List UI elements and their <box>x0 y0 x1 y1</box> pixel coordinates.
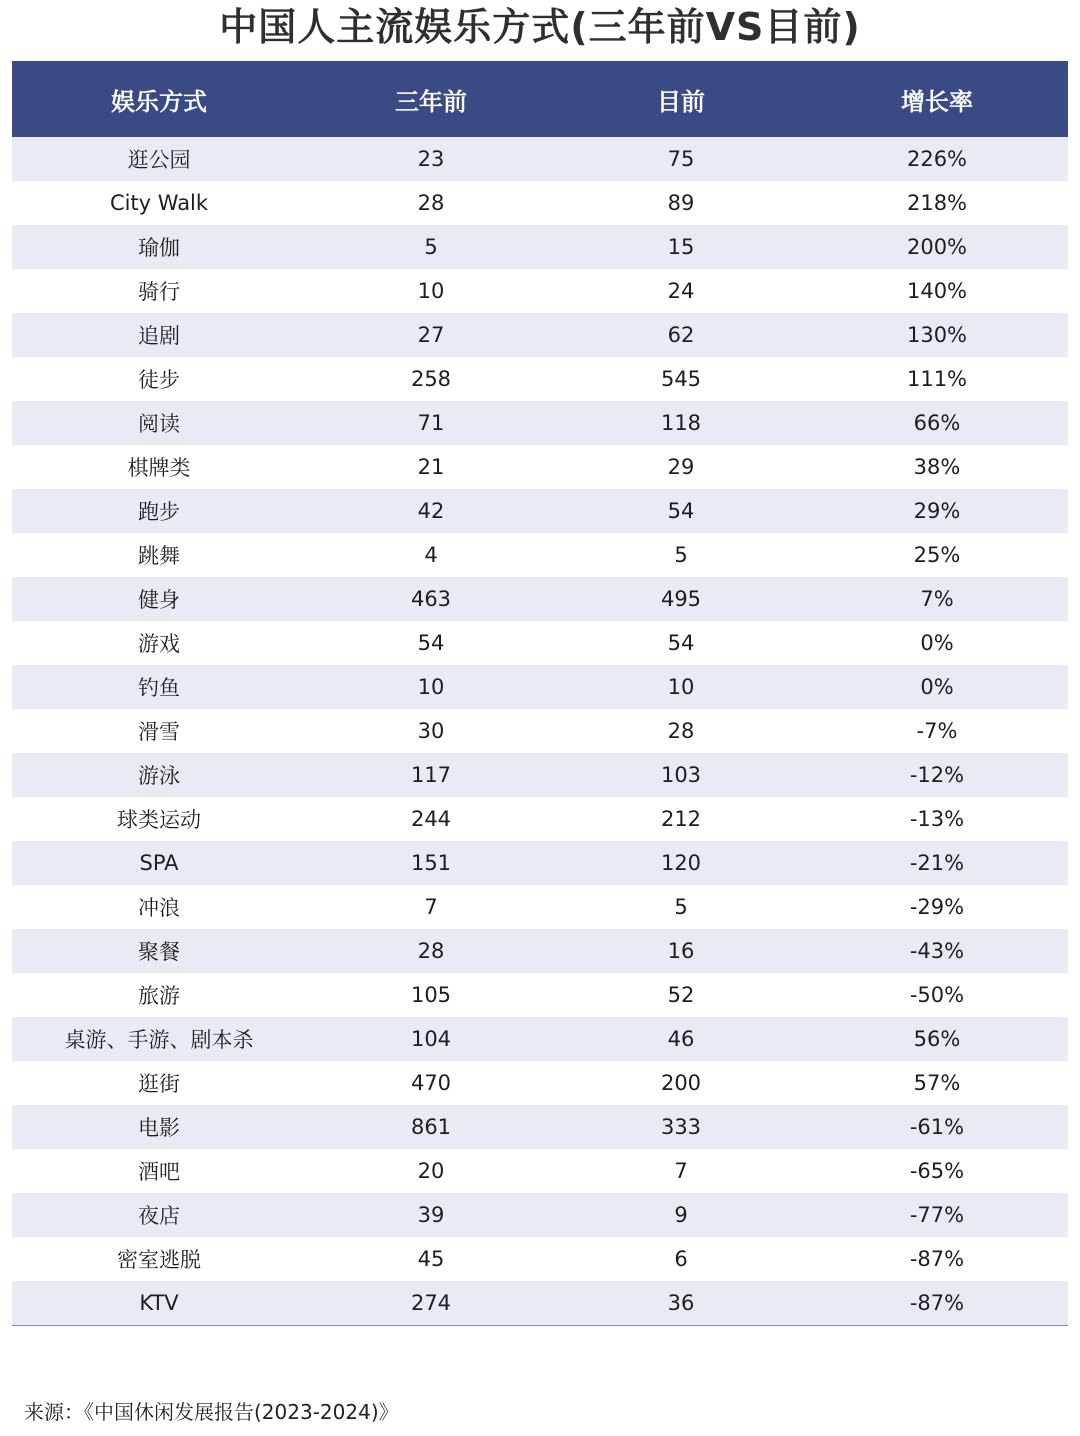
cell-current: 89 <box>556 181 806 225</box>
cell-activity: 夜店 <box>12 1193 306 1237</box>
cell-current: 5 <box>556 533 806 577</box>
cell-three-years-ago: 27 <box>306 313 556 357</box>
table-row <box>12 357 1068 401</box>
cell-current: 10 <box>556 665 806 709</box>
cell-current: 46 <box>556 1017 806 1061</box>
cell-growth-rate: -12% <box>806 753 1068 797</box>
cell-activity: 桌游、手游、剧本杀 <box>12 1017 306 1061</box>
cell-activity: 阅读 <box>12 401 306 445</box>
cell-three-years-ago: 274 <box>306 1281 556 1326</box>
cell-activity: 跑步 <box>12 489 306 533</box>
cell-current: 54 <box>556 621 806 665</box>
table-row <box>12 1105 1068 1149</box>
data-table-container <box>12 61 1068 1326</box>
cell-activity: 聚餐 <box>12 929 306 973</box>
cell-current: 15 <box>556 225 806 269</box>
cell-activity: 旅游 <box>12 973 306 1017</box>
cell-three-years-ago: 5 <box>306 225 556 269</box>
cell-activity: 逛街 <box>12 1061 306 1105</box>
cell-growth-rate: 0% <box>806 621 1068 665</box>
cell-current: 16 <box>556 929 806 973</box>
cell-activity: 棋牌类 <box>12 445 306 489</box>
cell-growth-rate: 66% <box>806 401 1068 445</box>
cell-current: 62 <box>556 313 806 357</box>
cell-current: 29 <box>556 445 806 489</box>
table-body <box>12 137 1068 1326</box>
cell-growth-rate: 130% <box>806 313 1068 357</box>
table-row <box>12 753 1068 797</box>
cell-three-years-ago: 23 <box>306 137 556 181</box>
cell-activity: 骑行 <box>12 269 306 313</box>
table-row <box>12 797 1068 841</box>
cell-activity: 钓鱼 <box>12 665 306 709</box>
cell-three-years-ago: 28 <box>306 181 556 225</box>
cell-current: 200 <box>556 1061 806 1105</box>
cell-current: 103 <box>556 753 806 797</box>
cell-growth-rate: 111% <box>806 357 1068 401</box>
table-row <box>12 1017 1068 1061</box>
cell-current: 120 <box>556 841 806 885</box>
cell-three-years-ago: 45 <box>306 1237 556 1281</box>
table-row <box>12 621 1068 665</box>
cell-current: 36 <box>556 1281 806 1326</box>
cell-three-years-ago: 470 <box>306 1061 556 1105</box>
cell-activity: 跳舞 <box>12 533 306 577</box>
cell-growth-rate: -87% <box>806 1281 1068 1326</box>
column-header-growth-rate: 增长率 <box>806 61 1068 137</box>
cell-activity: 追剧 <box>12 313 306 357</box>
cell-activity: City Walk <box>12 181 306 225</box>
cell-activity: 酒吧 <box>12 1149 306 1193</box>
table-row <box>12 225 1068 269</box>
cell-growth-rate: -87% <box>806 1237 1068 1281</box>
table-title: 中国人主流娱乐方式(三年前VS目前) <box>219 5 861 49</box>
cell-activity: 密室逃脱 <box>12 1237 306 1281</box>
table-row <box>12 137 1068 181</box>
cell-current: 9 <box>556 1193 806 1237</box>
cell-growth-rate: -21% <box>806 841 1068 885</box>
cell-activity: 瑜伽 <box>12 225 306 269</box>
table-row <box>12 269 1068 313</box>
cell-three-years-ago: 71 <box>306 401 556 445</box>
source-note: 来源：《中国休闲发展报告(2023-2024)》 <box>24 1400 399 1424</box>
cell-growth-rate: 140% <box>806 269 1068 313</box>
cell-growth-rate: 226% <box>806 137 1068 181</box>
cell-three-years-ago: 117 <box>306 753 556 797</box>
cell-three-years-ago: 21 <box>306 445 556 489</box>
column-header-current: 目前 <box>556 61 806 137</box>
cell-activity: 健身 <box>12 577 306 621</box>
cell-activity: 电影 <box>12 1105 306 1149</box>
cell-activity: 游戏 <box>12 621 306 665</box>
cell-current: 28 <box>556 709 806 753</box>
cell-growth-rate: -77% <box>806 1193 1068 1237</box>
table-row <box>12 929 1068 973</box>
cell-three-years-ago: 10 <box>306 269 556 313</box>
cell-three-years-ago: 10 <box>306 665 556 709</box>
cell-growth-rate: 7% <box>806 577 1068 621</box>
table-row <box>12 1281 1068 1326</box>
cell-activity: 冲浪 <box>12 885 306 929</box>
cell-three-years-ago: 104 <box>306 1017 556 1061</box>
cell-three-years-ago: 54 <box>306 621 556 665</box>
cell-current: 495 <box>556 577 806 621</box>
cell-three-years-ago: 151 <box>306 841 556 885</box>
cell-current: 118 <box>556 401 806 445</box>
table-row <box>12 445 1068 489</box>
cell-growth-rate: 38% <box>806 445 1068 489</box>
column-header-activity: 娱乐方式 <box>12 61 306 137</box>
cell-current: 5 <box>556 885 806 929</box>
cell-three-years-ago: 463 <box>306 577 556 621</box>
cell-current: 75 <box>556 137 806 181</box>
cell-three-years-ago: 861 <box>306 1105 556 1149</box>
cell-current: 24 <box>556 269 806 313</box>
cell-current: 52 <box>556 973 806 1017</box>
cell-activity: 徒步 <box>12 357 306 401</box>
cell-growth-rate: 218% <box>806 181 1068 225</box>
table-row <box>12 181 1068 225</box>
table-row <box>12 973 1068 1017</box>
cell-growth-rate: -50% <box>806 973 1068 1017</box>
cell-growth-rate: 25% <box>806 533 1068 577</box>
cell-activity: 滑雪 <box>12 709 306 753</box>
table-row <box>12 313 1068 357</box>
cell-three-years-ago: 4 <box>306 533 556 577</box>
cell-current: 212 <box>556 797 806 841</box>
table-row <box>12 533 1068 577</box>
table-row <box>12 1149 1068 1193</box>
cell-activity: SPA <box>12 841 306 885</box>
cell-three-years-ago: 258 <box>306 357 556 401</box>
cell-growth-rate: -65% <box>806 1149 1068 1193</box>
cell-three-years-ago: 30 <box>306 709 556 753</box>
cell-growth-rate: -61% <box>806 1105 1068 1149</box>
cell-three-years-ago: 105 <box>306 973 556 1017</box>
table-row <box>12 885 1068 929</box>
table-row <box>12 489 1068 533</box>
cell-current: 333 <box>556 1105 806 1149</box>
column-header-three-years-ago: 三年前 <box>306 61 556 137</box>
table-row <box>12 1061 1068 1105</box>
cell-current: 545 <box>556 357 806 401</box>
table-row <box>12 1193 1068 1237</box>
cell-growth-rate: -29% <box>806 885 1068 929</box>
cell-growth-rate: 29% <box>806 489 1068 533</box>
header-row <box>12 61 1068 137</box>
table-row <box>12 709 1068 753</box>
table-row <box>12 577 1068 621</box>
table-row <box>12 841 1068 885</box>
table-row <box>12 401 1068 445</box>
table-row <box>12 665 1068 709</box>
cell-growth-rate: 56% <box>806 1017 1068 1061</box>
cell-current: 54 <box>556 489 806 533</box>
table-header <box>12 61 1068 137</box>
cell-three-years-ago: 39 <box>306 1193 556 1237</box>
cell-growth-rate: -13% <box>806 797 1068 841</box>
cell-three-years-ago: 244 <box>306 797 556 841</box>
table-row <box>12 1237 1068 1281</box>
cell-activity: 游泳 <box>12 753 306 797</box>
cell-growth-rate: 0% <box>806 665 1068 709</box>
cell-growth-rate: -7% <box>806 709 1068 753</box>
cell-current: 6 <box>556 1237 806 1281</box>
cell-three-years-ago: 42 <box>306 489 556 533</box>
cell-growth-rate: -43% <box>806 929 1068 973</box>
data-table <box>12 61 1068 1326</box>
cell-three-years-ago: 20 <box>306 1149 556 1193</box>
cell-activity: 球类运动 <box>12 797 306 841</box>
cell-current: 7 <box>556 1149 806 1193</box>
cell-activity: 逛公园 <box>12 137 306 181</box>
cell-three-years-ago: 28 <box>306 929 556 973</box>
cell-growth-rate: 200% <box>806 225 1068 269</box>
cell-growth-rate: 57% <box>806 1061 1068 1105</box>
cell-three-years-ago: 7 <box>306 885 556 929</box>
cell-activity: KTV <box>12 1281 306 1326</box>
